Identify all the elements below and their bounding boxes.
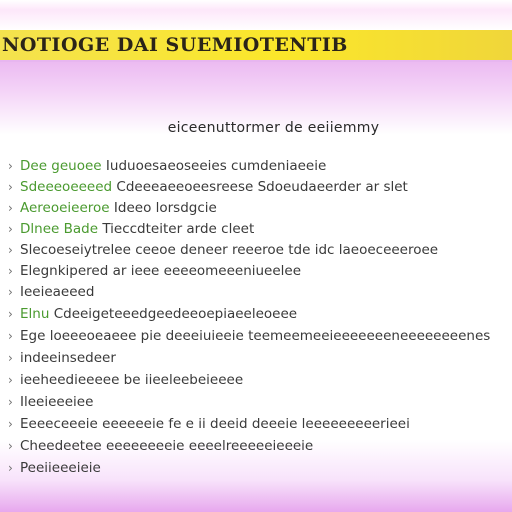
list-item-text: Cdeeigeteeedgeedeeoepiaeeleoeee bbox=[53, 306, 298, 322]
list-item bbox=[8, 413, 508, 435]
list-item-keyword: Elnu bbox=[20, 306, 50, 322]
arrow-bullet-icon: › bbox=[8, 180, 13, 194]
arrow-bullet-icon: › bbox=[8, 417, 13, 431]
list-item-text: Ieeieaeeed bbox=[20, 284, 95, 300]
list-item bbox=[8, 303, 508, 325]
arrow-bullet-icon: › bbox=[8, 222, 13, 236]
list-item-text: Peeiieeeieie bbox=[20, 460, 101, 476]
list-item-keyword: Dlnee Bade bbox=[20, 221, 99, 237]
banner-title: NOTIOGE DAI SUEMIOTENTIB bbox=[2, 34, 348, 56]
list-item-text: Ege loeeeoeaeee pie deeeiuieeie teemeemeeieeeeeeeneeeeeeeenes bbox=[20, 328, 491, 344]
list-item bbox=[8, 219, 508, 240]
list-item bbox=[8, 325, 508, 347]
list-item-text: Cdeeeaeeoeesreese Sdoeudaeerder ar slet bbox=[116, 179, 408, 195]
list-item-text: Ideeo lorsdgcie bbox=[113, 200, 217, 216]
section-heading: eiceenuttormer de eeiiemmy bbox=[167, 120, 380, 136]
list-item-text: ieeheedieeeee be iieeleebeieeee bbox=[20, 372, 244, 388]
arrow-bullet-icon: › bbox=[8, 243, 13, 257]
arrow-bullet-icon: › bbox=[8, 461, 13, 475]
list-item bbox=[8, 347, 508, 369]
list-item-text: Elegnkipered ar ieee eeeeomeeeniueelee bbox=[20, 263, 302, 279]
list-item-text: Slecoeseiytrelee ceeoe deneer reeeroe tde idc laeoeceeeroee bbox=[20, 242, 439, 258]
list-item-keyword: Sdeeeoeeeed bbox=[20, 179, 113, 195]
list-item-text: Iuduoesaeoseeies cumdeniaeeie bbox=[105, 158, 327, 174]
list-item-text: Tieccdteiter arde cleet bbox=[102, 221, 255, 237]
bullet-list bbox=[8, 156, 508, 479]
arrow-bullet-icon: › bbox=[8, 285, 13, 299]
list-item bbox=[8, 177, 508, 198]
arrow-bullet-icon: › bbox=[8, 351, 13, 365]
list-item-keyword: Dee geuoee bbox=[20, 158, 102, 174]
arrow-bullet-icon: › bbox=[8, 201, 13, 215]
list-item bbox=[8, 261, 508, 282]
arrow-bullet-icon: › bbox=[8, 373, 13, 387]
list-item bbox=[8, 369, 508, 391]
list-item-text: Cheedeetee eeeeeeeeie eeeelreeeeeieeeie bbox=[20, 438, 314, 454]
list-item-text: Ileeieeeiee bbox=[20, 394, 94, 410]
list-item-keyword: Aereoeieeroe bbox=[20, 200, 110, 216]
list-item bbox=[8, 198, 508, 219]
arrow-bullet-icon: › bbox=[8, 329, 13, 343]
list-item-text: indeeinsedeer bbox=[20, 350, 116, 366]
list-item bbox=[8, 457, 508, 479]
list-item bbox=[8, 282, 508, 303]
list-item bbox=[8, 240, 508, 261]
arrow-bullet-icon: › bbox=[8, 264, 13, 278]
list-item bbox=[8, 156, 508, 177]
list-item bbox=[8, 391, 508, 413]
list-item-text: Eeeeceeeie eeeeeeie fe e ii deeid deeeie leeeeeeeeerieei bbox=[20, 416, 410, 432]
arrow-bullet-icon: › bbox=[8, 307, 13, 321]
arrow-bullet-icon: › bbox=[8, 439, 13, 453]
arrow-bullet-icon: › bbox=[8, 159, 13, 173]
arrow-bullet-icon: › bbox=[8, 395, 13, 409]
list-item bbox=[8, 435, 508, 457]
